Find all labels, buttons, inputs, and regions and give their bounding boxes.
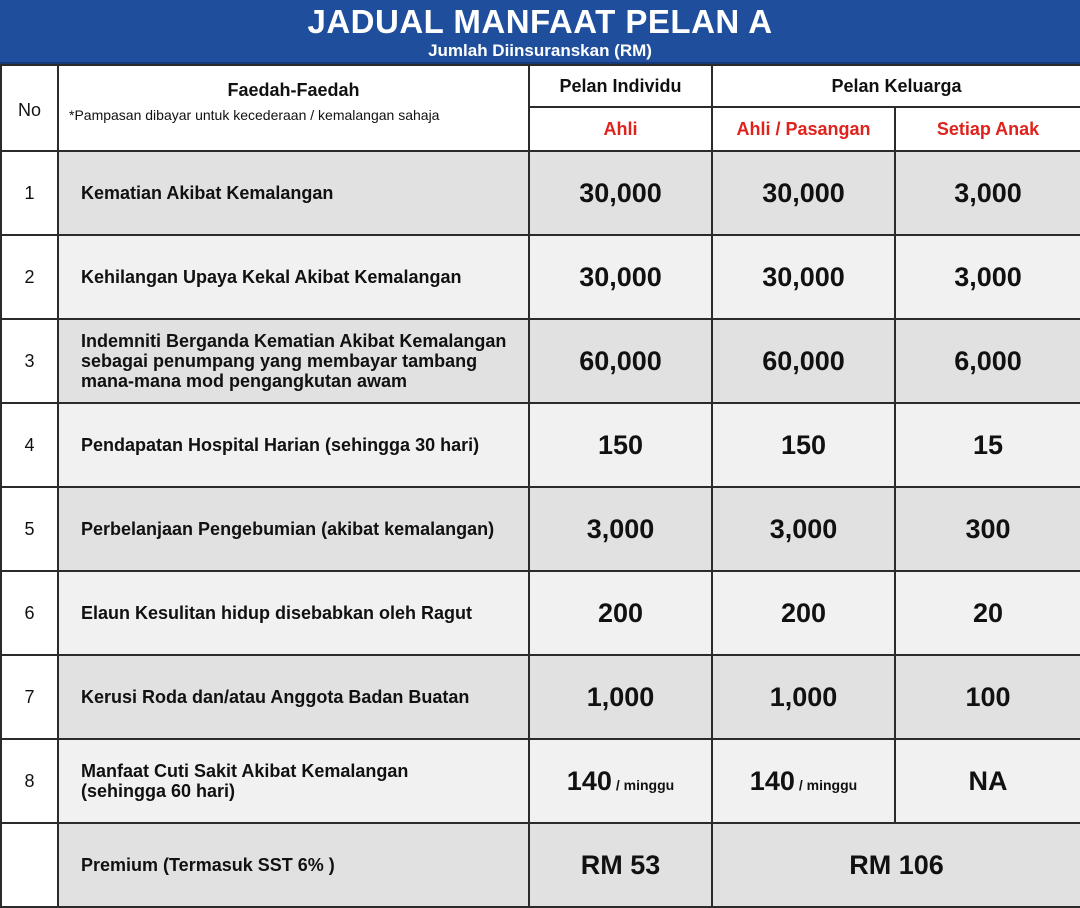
benefit-line: Indemniti Berganda Kematian Akibat Kemalangan xyxy=(81,331,507,351)
table-row xyxy=(1,655,1080,739)
value-child: 3,000 xyxy=(895,235,1080,319)
benefit-line: mana-mana mod pengangkutan awam xyxy=(81,371,408,391)
page-subtitle: Jumlah Diinsuranskan (RM) xyxy=(428,41,652,60)
header-plan-individual: Pelan Individu xyxy=(529,65,712,107)
value-individual: 30,000 xyxy=(529,151,712,235)
premium-label: Premium (Termasuk SST 6% ) xyxy=(58,823,529,907)
value-member-spouse xyxy=(712,739,895,823)
value-unit: / minggu xyxy=(615,776,675,793)
value-child: 300 xyxy=(895,487,1080,571)
value-individual: 30,000 xyxy=(529,235,712,319)
value-unit: / minggu xyxy=(798,776,858,793)
value-child: 100 xyxy=(895,655,1080,739)
header-no: No xyxy=(1,65,58,151)
value-child: NA xyxy=(895,739,1080,823)
header-plan-family: Pelan Keluarga xyxy=(712,65,1080,107)
benefit-name: Pendapatan Hospital Harian (sehingga 30 hari) xyxy=(58,403,529,487)
row-number: 8 xyxy=(1,739,58,823)
premium-row xyxy=(1,823,1080,907)
header-benefits-note: *Pampasan dibayar untuk kecederaan / kemalangan sahaja xyxy=(69,107,440,123)
benefit-name: Kerusi Roda dan/atau Anggota Badan Buatan xyxy=(58,655,529,739)
table-row xyxy=(1,319,1080,403)
row-number: 5 xyxy=(1,487,58,571)
value-child: 6,000 xyxy=(895,319,1080,403)
row-number: 1 xyxy=(1,151,58,235)
header-member: Ahli xyxy=(529,107,712,151)
title-banner xyxy=(0,0,1080,64)
benefit-table xyxy=(0,64,1080,908)
row-number-empty xyxy=(1,823,58,907)
table-row xyxy=(1,571,1080,655)
value-individual: 60,000 xyxy=(529,319,712,403)
row-number: 4 xyxy=(1,403,58,487)
benefit-name xyxy=(58,739,529,823)
value-individual xyxy=(529,739,712,823)
value-amount: 140 xyxy=(749,765,795,796)
value-child: 15 xyxy=(895,403,1080,487)
benefit-line: Manfaat Cuti Sakit Akibat Kemalangan xyxy=(81,761,409,781)
header-benefits-label: Faedah-Faedah xyxy=(227,80,360,100)
value-member-spouse: 60,000 xyxy=(712,319,895,403)
row-number: 7 xyxy=(1,655,58,739)
premium-individual: RM 53 xyxy=(529,823,712,907)
benefit-name: Elaun Kesulitan hidup disebabkan oleh Ragut xyxy=(58,571,529,655)
header-benefits xyxy=(58,65,529,151)
value-child: 3,000 xyxy=(895,151,1080,235)
value-individual: 150 xyxy=(529,403,712,487)
table-row xyxy=(1,487,1080,571)
benefit-name: Kehilangan Upaya Kekal Akibat Kemalangan xyxy=(58,235,529,319)
table-row xyxy=(1,235,1080,319)
table-row xyxy=(1,739,1080,823)
benefit-name: Perbelanjaan Pengebumian (akibat kemalangan) xyxy=(58,487,529,571)
benefit-line: (sehingga 60 hari) xyxy=(81,781,236,801)
premium-family: RM 106 xyxy=(712,823,1080,907)
benefit-name: Kematian Akibat Kemalangan xyxy=(58,151,529,235)
value-member-spouse: 30,000 xyxy=(712,151,895,235)
value-member-spouse: 150 xyxy=(712,403,895,487)
value-member-spouse: 3,000 xyxy=(712,487,895,571)
value-individual: 200 xyxy=(529,571,712,655)
value-individual: 1,000 xyxy=(529,655,712,739)
row-number: 3 xyxy=(1,319,58,403)
table-row xyxy=(1,151,1080,235)
benefit-name xyxy=(58,319,529,403)
benefit-line: sebagai penumpang yang membayar tambang xyxy=(81,351,478,371)
value-amount: 140 xyxy=(566,765,612,796)
value-child: 20 xyxy=(895,571,1080,655)
value-member-spouse: 30,000 xyxy=(712,235,895,319)
page-title: JADUAL MANFAAT PELAN A xyxy=(307,3,773,40)
row-number: 6 xyxy=(1,571,58,655)
header-member-spouse: Ahli / Pasangan xyxy=(712,107,895,151)
table-row xyxy=(1,403,1080,487)
row-number: 2 xyxy=(1,235,58,319)
value-member-spouse: 200 xyxy=(712,571,895,655)
value-individual: 3,000 xyxy=(529,487,712,571)
header-each-child: Setiap Anak xyxy=(895,107,1080,151)
value-member-spouse: 1,000 xyxy=(712,655,895,739)
